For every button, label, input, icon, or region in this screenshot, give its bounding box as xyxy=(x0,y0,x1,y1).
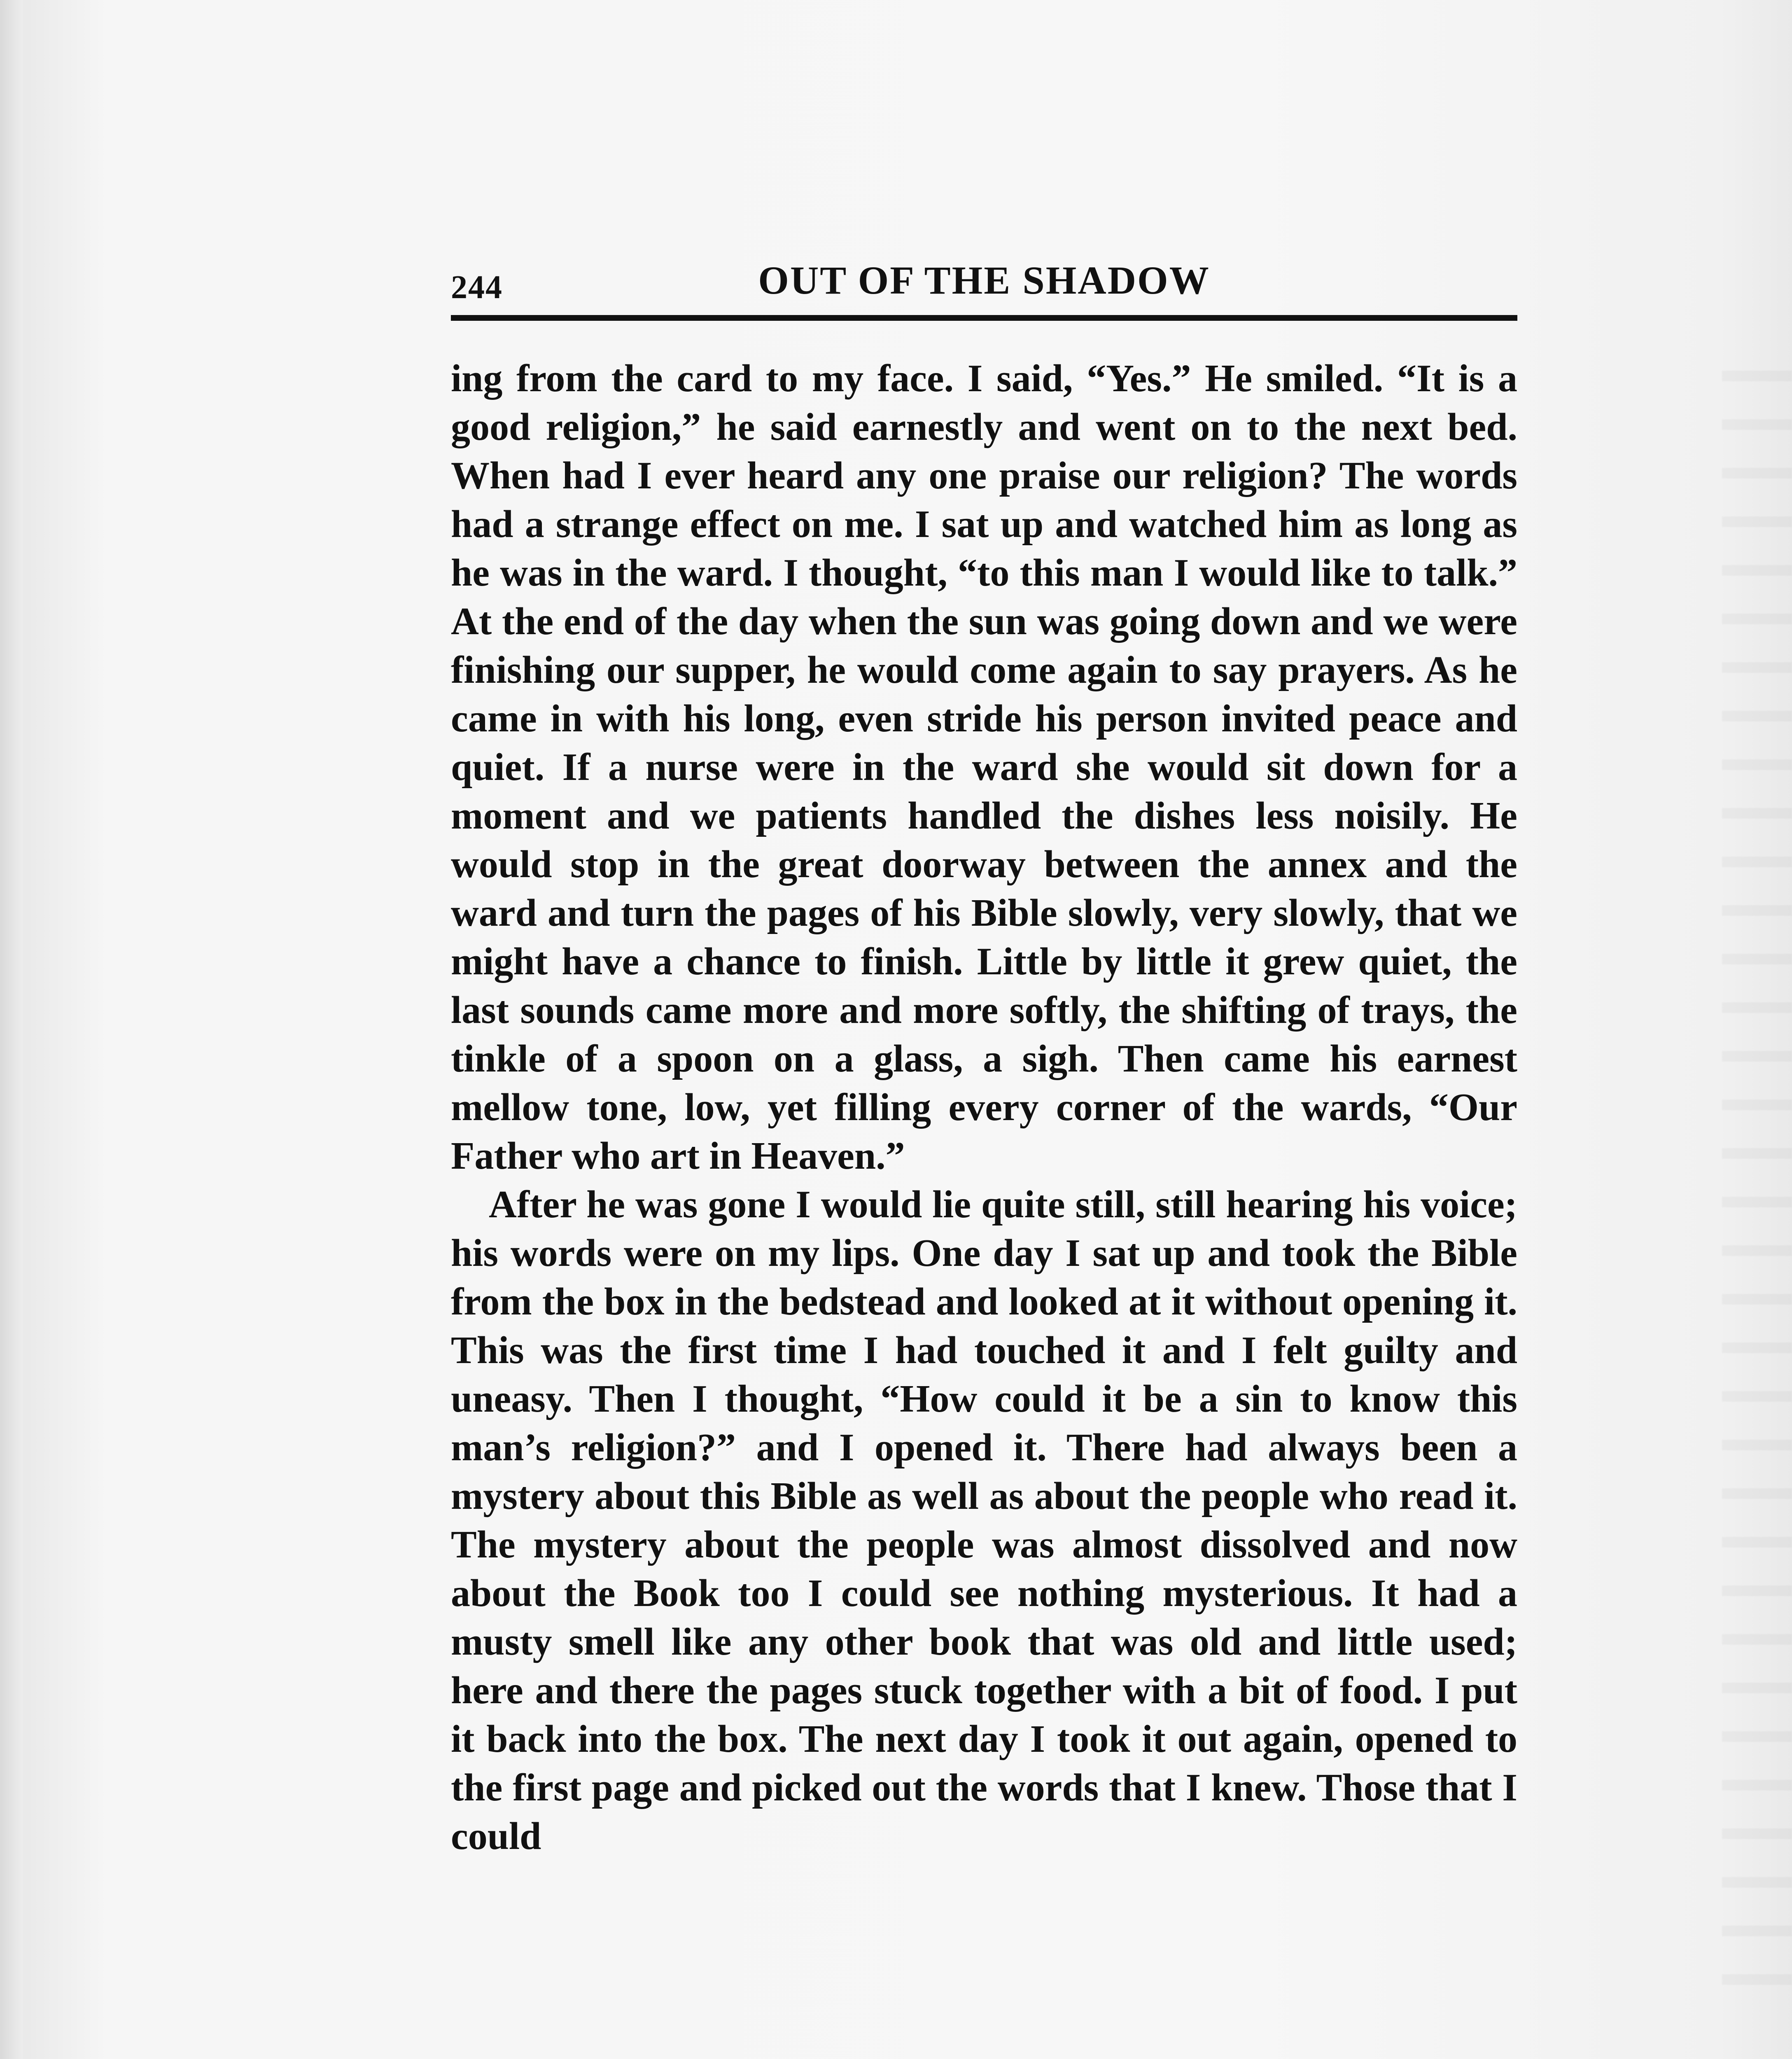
header-rule xyxy=(451,315,1517,321)
running-head: OUT OF THE SHADOW xyxy=(758,258,1210,302)
page-header xyxy=(451,257,1517,319)
paragraph-2: After he was gone I would lie quite still, still hearing his voice; his words were on my lips. One day I sat up and took the Bible from the box in the bedstead and looked at it without opening it. This was the first time I had touched it and I felt guilty and uneasy. Then I thought, “How could it be a sin to know this man’s religion?” and I opened it. There had always been a mystery about this Bible as well as about the people who read it. The mystery about the people was almost dissolved and now about the Book too I could see nothing mysterious. It had a musty smell like any other book that was old and little used; here and there the pages stuck together with a bit of food. I put it back into the box. The next day I took it out again, opened to the first page and picked out the words that I knew. Those that I could xyxy=(451,1183,1517,1858)
page-left-edge xyxy=(0,0,23,2059)
body-text xyxy=(451,354,1517,1861)
page-number: 244 xyxy=(451,269,503,306)
paragraph-1: ing from the card to my face. I said, “Yes.” He smiled. “It is a good religion,” he said earnestly and went on to the next bed. When had I ever heard any one praise our religion? The words had a strange effect on me. I sat up and watched him as long as he was in the ward. I thought, “to this man I would like to talk.” At the end of the day when the sun was going down and we were finishing our supper, he would come again to say prayers. As he came in with his long, even stride his person invited peace and quiet. If a nurse were in the ward she would sit down for a moment and we patients handled the dishes less noisily. He would stop in the great doorway between the annex and the ward and turn the pages of his Bible slowly, very slowly, that we might have a chance to finish. Little by little it grew quiet, the last sounds came more and more softly, the shifting of trays, the tinkle of a spoon on a glass, a sigh. Then came his earnest mellow tone, low, yet filling every corner of the wards, “Our Father who art in Heaven.” xyxy=(451,357,1517,1177)
show-through-text-shadow xyxy=(1722,371,1792,2018)
